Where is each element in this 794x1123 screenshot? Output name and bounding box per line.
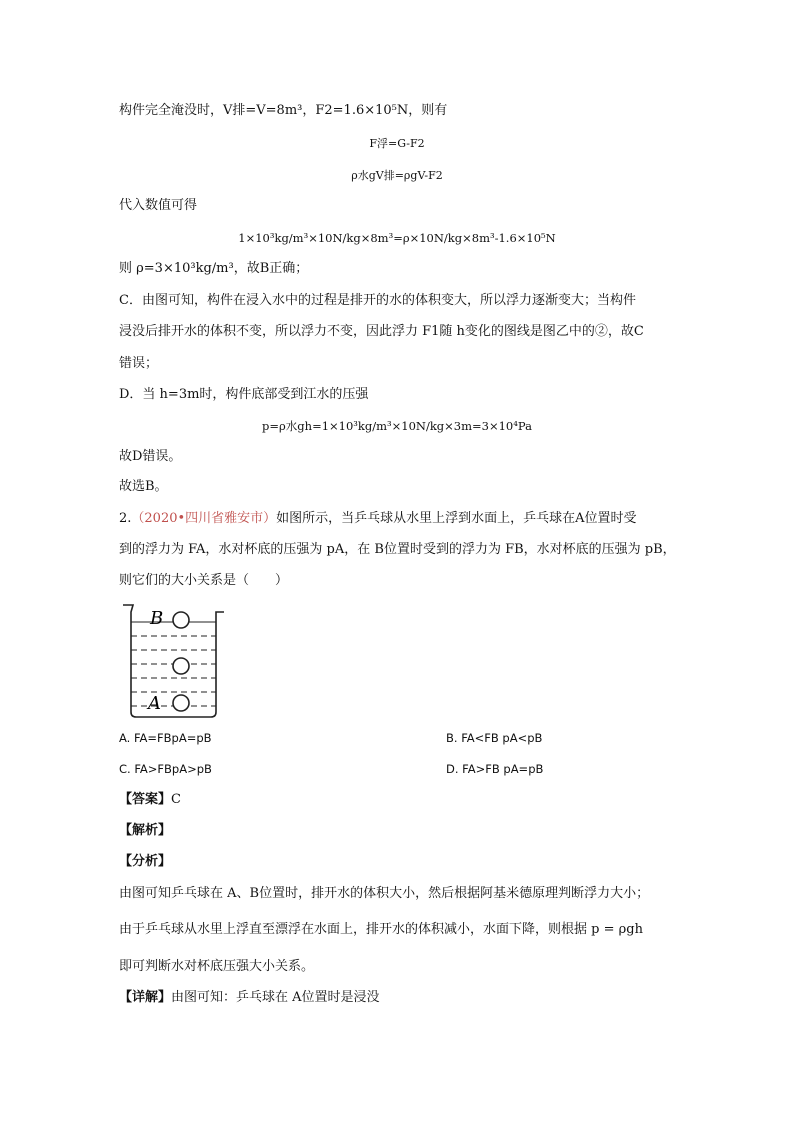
analysis-label: 【解析】 (119, 823, 172, 838)
detail-label: 【详解】 (119, 990, 172, 1005)
text-line: C．由图可知，构件在浸入水中的过程是排开的水的体积变大，所以浮力逐渐变大；当构件 (119, 293, 636, 308)
question-source: （2020•四川省雅安市） (131, 511, 277, 526)
formula-line: ρ水gV排=ρgV-F2 (351, 169, 443, 182)
text-line: 故选B。 (119, 479, 168, 494)
formula-line: 1×10³kg/m³×10N/kg×8m³=ρ×10N/kg×8m³-1.6×10⁵N (238, 231, 556, 245)
fenxi-label: 【分析】 (119, 854, 172, 869)
question-text: 如图所示，当乒乓球从水里上浮到水面上，乒乓球在A位置时受 (276, 511, 637, 526)
text-line: 代入数值可得 (119, 198, 198, 213)
option-c: C. FA>FBpA>pB (119, 762, 212, 776)
question-line: 到的浮力为 FA，水对杯底的压强为 pA，在 B位置时受到的浮力为 FB，水对杯底的压强为 pB， (119, 542, 676, 557)
ball-b (173, 612, 189, 628)
beaker-figure (121, 602, 231, 720)
question-line (119, 509, 637, 529)
formula-line: p=ρ水gh=1×10³kg/m³×10N/kg×3m=3×10⁴Pa (262, 419, 532, 433)
analysis-line: 由于乒乓球从水里上浮直至漂浮在水面上，排开水的体积减小，水面下降，则根据 p = ρgh (119, 922, 643, 937)
answer-line (119, 790, 181, 810)
label-a: A (148, 693, 161, 714)
question-number: 2. (119, 511, 132, 526)
ball-a (173, 695, 189, 711)
option-d: D. FA>FB pA=pB (446, 762, 544, 776)
text-line: 浸没后排开水的体积不变，所以浮力不变，因此浮力 F1随 h变化的图线是图乙中的②，故C (119, 324, 644, 339)
text-line: 故D错误。 (119, 449, 182, 464)
text-line: 则 ρ=3×10³kg/m³，故B正确； (119, 261, 309, 276)
option-a: A. FA=FBpA=pB (119, 731, 212, 745)
option-b: B. FA<FB pA<pB (446, 731, 543, 745)
detail-line (119, 988, 380, 1008)
detail-text: 由图可知：乒乓球在 A位置时是浸没 (171, 990, 380, 1005)
answer-value: C (171, 792, 181, 807)
answer-label: 【答案】 (119, 792, 172, 807)
question-line: 则它们的大小关系是（ ） (119, 573, 289, 588)
ball-middle (173, 658, 189, 674)
analysis-line: 即可判断水对杯底压强大小关系。 (119, 959, 315, 974)
text-line: D．当 h=3m时，构件底部受到江水的压强 (119, 387, 369, 402)
label-b: B (150, 608, 164, 629)
analysis-line: 由图可知乒乓球在 A、B位置时，排开水的体积大小，然后根据阿基米德原理判断浮力大小； (119, 886, 650, 901)
text-line: 构件完全淹没时，V排=V=8m³，F2=1.6×10⁵N，则有 (119, 103, 448, 118)
text-line: 错误； (119, 356, 159, 371)
formula-line: F浮=G-F2 (369, 137, 425, 150)
